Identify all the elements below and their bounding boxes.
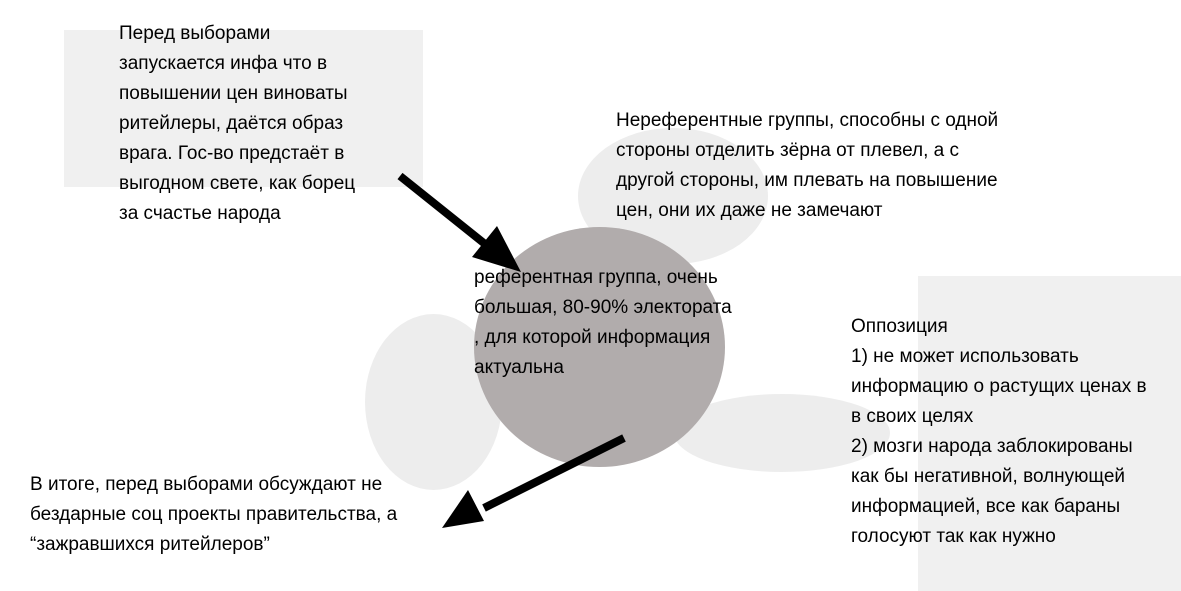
opposition-text: Оппозиция 1) не может использовать информацию о растущих ценах в в своих целях 2) мозги народа заблокированы как бы негативной, волнующей информацией, все как бараны голосуют так как нужно	[851, 316, 1147, 547]
arrow-to-center	[400, 176, 521, 272]
arrow-to-bottom-left	[442, 438, 624, 528]
bottom-left-text: В итоге, перед выборами обсуждают не бездарные соц проекты правительства, а “зажравшихся ритейлеров”	[30, 474, 398, 555]
top-left-text: Перед выборами запускается инфа что в повышении цен виноваты ритейлеры, даётся образ врага. Гос-во предстаёт в выгодном свете, как борец за счастье народа	[119, 23, 356, 224]
top-right-text: Нереферентные группы, способны с одной стороны отделить зёрна от плевел, а с другой стороны, им плевать на повышение цен, они их даже не замечают	[616, 110, 999, 221]
center-text: референтная группа, очень большая, 80-90% электората , для которой информация актуальна	[474, 267, 732, 378]
